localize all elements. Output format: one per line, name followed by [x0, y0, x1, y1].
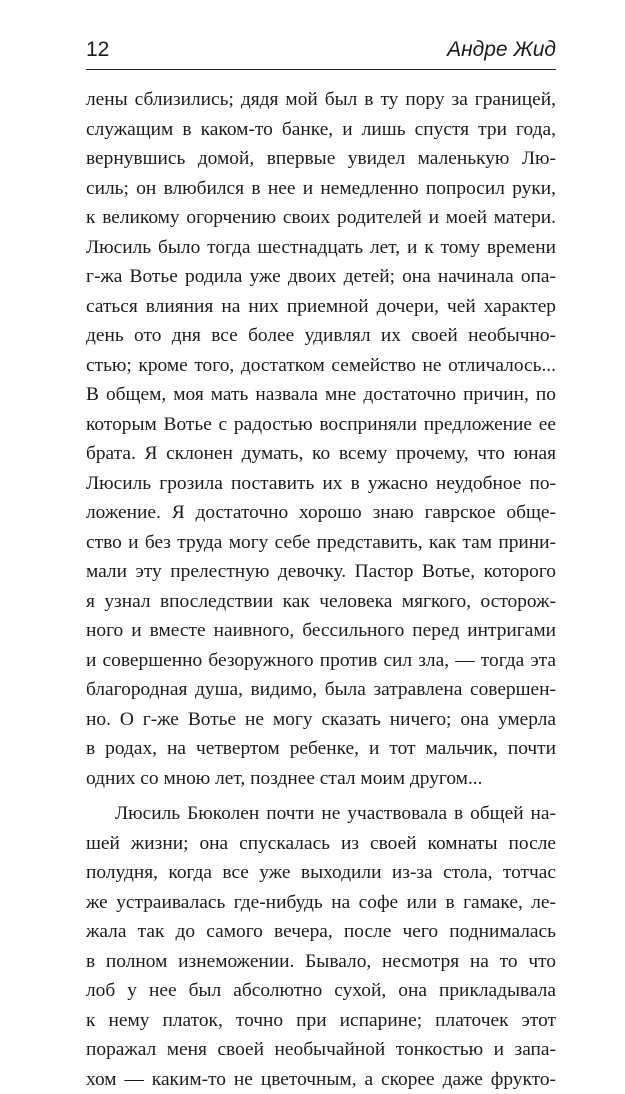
- text-line: ного и вместе наивного, бессильного перед интригами: [86, 616, 556, 646]
- text-line: служащим в каком-то банке, и лишь спустя три года,: [86, 115, 556, 145]
- running-head: [86, 38, 556, 68]
- text-line: ложение. Я достаточно хорошо знаю гаврское обще-: [86, 498, 556, 528]
- text-line: в полном изнеможении. Бывало, несмотря на то что: [86, 947, 556, 977]
- header-rule: [86, 69, 556, 70]
- text-line: день ото дня все более удивлял их своей необычно-: [86, 321, 556, 351]
- text-line: стью; кроме того, достатком семейство не отличалось...: [86, 351, 556, 381]
- page-number: 12: [86, 38, 109, 62]
- text-line: Люсиль грозила поставить их в ужасно неудобное по-: [86, 469, 556, 499]
- text-line: брата. Я склонен думать, ко всему прочему, что юная: [86, 439, 556, 469]
- text-line: лены сблизились; дядя мой был в ту пору за границей,: [86, 85, 556, 115]
- text-line: мали эту прелестную девочку. Пастор Вотье, которого: [86, 557, 556, 587]
- text-line: одних со мною лет, позднее стал моим другом...: [86, 764, 556, 794]
- text-line: саться влияния на них приемной дочери, чей характер: [86, 292, 556, 322]
- paragraph-2: [86, 799, 556, 1094]
- running-title: Андре Жид: [447, 38, 556, 62]
- paragraph-1: [86, 85, 556, 793]
- text-line: жала так до самого вечера, после чего поднималась: [86, 917, 556, 947]
- text-line: которым Вотье с радостью восприняли предложение ее: [86, 410, 556, 440]
- text-line: в родах, на четвертом ребенке, и тот мальчик, почти: [86, 734, 556, 764]
- text-line: Люсиль было тогда шестнадцать лет, и к тому времени: [86, 233, 556, 263]
- text-line: г-жа Вотье родила уже двоих детей; она начинала опа-: [86, 262, 556, 292]
- text-line: В общем, моя мать назвала мне достаточно причин, по: [86, 380, 556, 410]
- text-line: поражал меня своей необычайной тонкостью и запа-: [86, 1035, 556, 1065]
- text-line: к великому огорчению своих родителей и моей матери.: [86, 203, 556, 233]
- body-text: [86, 85, 556, 1094]
- text-line: я узнал впоследствии как человека мягкого, осторож-: [86, 587, 556, 617]
- text-line: полудня, когда все уже выходили из-за стола, тотчас: [86, 858, 556, 888]
- text-line: силь; он влюбился в нее и немедленно попросил руки,: [86, 174, 556, 204]
- text-line: шей жизни; она спускалась из своей комнаты после: [86, 829, 556, 859]
- text-line: ство и без труда могу себе представить, как там прини-: [86, 528, 556, 558]
- text-line: лоб у нее был абсолютно сухой, она прикладывала: [86, 976, 556, 1006]
- text-line: но. О г-же Вотье не могу сказать ничего; она умерла: [86, 705, 556, 735]
- text-line: к нему платок, точно при испарине; платочек этот: [86, 1006, 556, 1036]
- text-line: Люсиль Бюколен почти не участвовала в общей на-: [86, 799, 556, 829]
- text-line: же устраивалась где-нибудь на софе или в гамаке, ле-: [86, 888, 556, 918]
- text-line: вернувшись домой, впервые увидел маленькую Лю-: [86, 144, 556, 174]
- text-line: хом — каким-то не цветочным, а скорее даже фрукто-: [86, 1065, 556, 1094]
- text-line: и совершенно безоружного против сил зла, — тогда эта: [86, 646, 556, 676]
- text-line: благородная душа, видимо, была затравлена совершен-: [86, 675, 556, 705]
